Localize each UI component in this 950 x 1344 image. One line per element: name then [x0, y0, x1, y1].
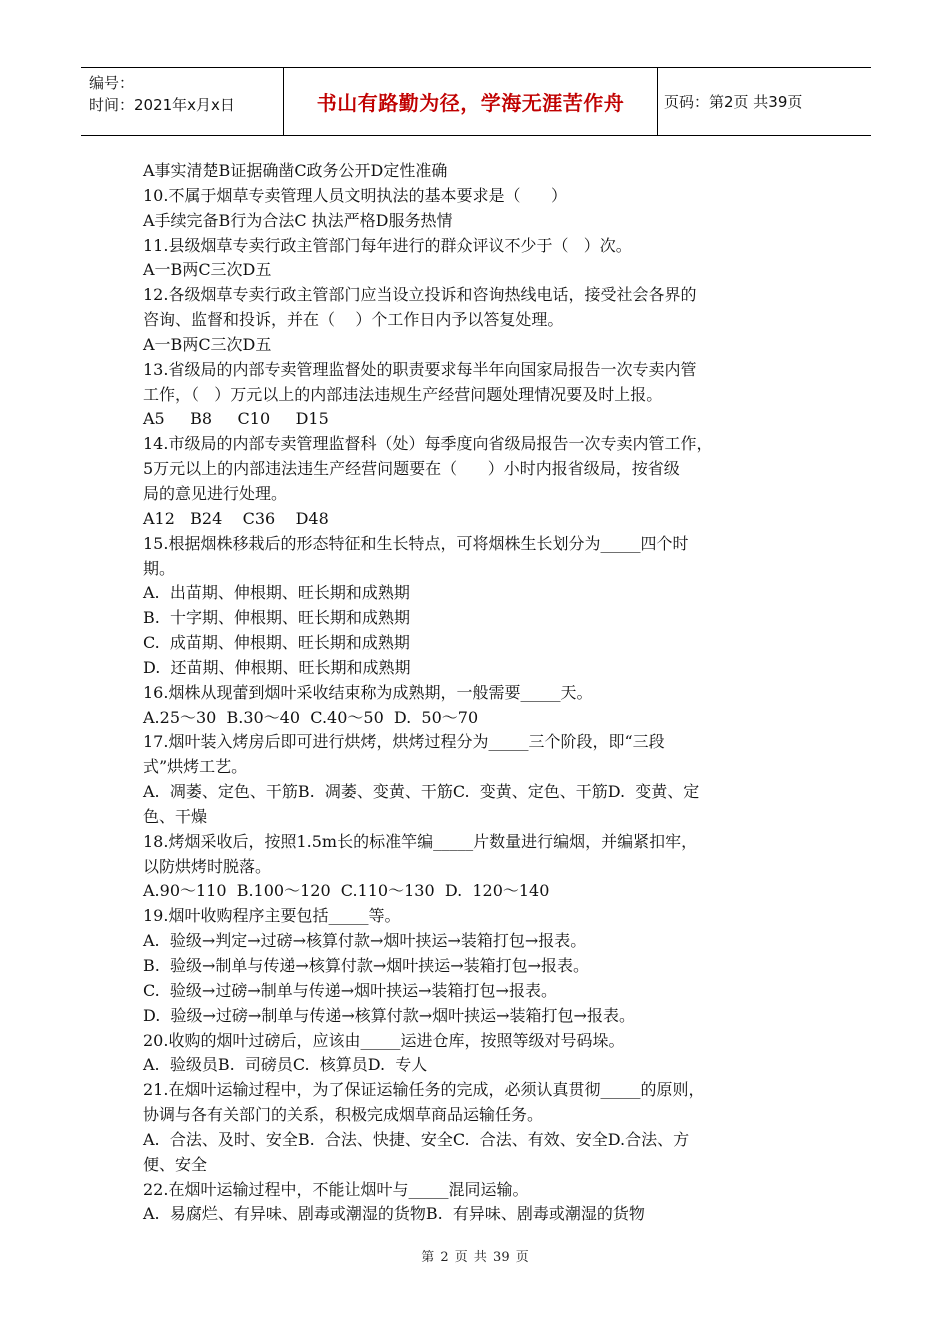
- text-line: A. 验级→判定→过磅→核算付款→烟叶挟运→装箱打包→报表。: [143, 931, 587, 951]
- text-line: 5万元以上的内部违法违生产经营问题要在（ ）小时内报省级局，按省级: [143, 459, 680, 479]
- text-line: 便、安全: [143, 1154, 208, 1174]
- text-line: A.90～110 B.100～120 C.110～130 D. 120～140: [143, 881, 550, 901]
- text-line: 12.各级烟草专卖行政主管部门应当设立投诉和咨询热线电话，接受社会各界的: [143, 285, 697, 305]
- text-line: 20.收购的烟叶过磅后，应该由_____运进仓库，按照等级对号码垛。: [143, 1030, 625, 1050]
- text-line: A手续完备B行为合法C 执法严格D服务热情: [143, 210, 453, 230]
- text-line: 期。: [143, 558, 176, 578]
- header-page-cell: [658, 68, 871, 135]
- text-line: 14.市级局的内部专卖管理监督科（处）每季度向省级局报告一次专卖内管工作，: [143, 434, 713, 454]
- text-line: 22.在烟叶运输过程中，不能让烟叶与_____混同运输。: [143, 1179, 529, 1199]
- motto-text: 书山有路勤为径，学海无涯苦作舟: [316, 91, 625, 115]
- text-line: 式”烘烤工艺。: [143, 757, 248, 777]
- text-line: A. 凋萎、定色、干筋B. 凋萎、变黄、干筋C. 变黄、定色、干筋D. 变黄、定: [143, 782, 700, 802]
- text-line: 局的意见进行处理。: [143, 483, 288, 503]
- text-line: 13.省级局的内部专卖管理监督处的职责要求每半年向国家局报告一次专卖内管: [143, 359, 697, 379]
- text-line: A事实清楚B证据确凿C政务公开D定性准确: [143, 161, 448, 180]
- number-label: 编号：: [89, 74, 135, 92]
- text-line: A一B两C三次D五: [143, 334, 272, 354]
- text-line: D. 验级→过磅→制单与传递→核算付款→烟叶挟运→装箱打包→报表。: [143, 1005, 635, 1025]
- text-line: 协调与各有关部门的关系，积极完成烟草商品运输任务。: [143, 1105, 544, 1125]
- page-footer: 第 2 页 共 39 页: [421, 1250, 529, 1265]
- text-line: A一B两C三次D五: [143, 260, 272, 280]
- text-line: 15.根据烟株移栽后的形态特征和生长特点，可将烟株生长划分为_____四个时: [143, 533, 689, 553]
- text-line: A. 出苗期、伸根期、旺长期和成熟期: [143, 583, 410, 603]
- text-line: B. 验级→制单与传递→核算付款→烟叶挟运→装箱打包→报表。: [143, 956, 590, 975]
- text-line: A5 B8 C10 D15: [143, 409, 329, 429]
- header-table: [81, 67, 871, 136]
- text-line: 19.烟叶收购程序主要包括_____等。: [143, 906, 401, 926]
- text-line: 21.在烟叶运输过程中，为了保证运输任务的完成，必须认真贯彻_____的原则，: [143, 1080, 705, 1100]
- text-line: 16.烟株从现蕾到烟叶采收结束称为成熟期，一般需要_____天。: [143, 682, 593, 702]
- text-line: 咨询、监督和投诉，并在（ ）个工作日内予以答复处理。: [143, 310, 564, 330]
- header-motto-cell: [284, 68, 658, 135]
- text-line: 10.不属于烟草专卖管理人员文明执法的基本要求是（ ）: [143, 185, 567, 205]
- document-body: [143, 159, 823, 1227]
- text-line: B. 十字期、伸根期、旺长期和成熟期: [143, 608, 411, 628]
- text-line: C. 验级→过磅→制单与传递→烟叶挟运→装箱打包→报表。: [143, 980, 557, 1000]
- text-line: 以防烘烤时脱落。: [143, 856, 272, 876]
- date-label: 时间：2021年x月x日: [89, 96, 235, 114]
- text-line: 色、干燥: [143, 806, 208, 826]
- text-line: 17.烟叶装入烤房后即可进行烘烤，烘烤过程分为_____三个阶段，即“三段: [143, 732, 665, 752]
- page-info: 页码：第2页 共39页: [664, 93, 803, 111]
- text-line: A.25～30 B.30～40 C.40～50 D. 50～70: [143, 707, 479, 727]
- text-line: D. 还苗期、伸根期、旺长期和成熟期: [143, 657, 411, 677]
- text-line: A. 易腐烂、有异味、剧毒或潮湿的货物B. 有异味、剧毒或潮湿的货物: [143, 1204, 645, 1224]
- text-line: A. 验级员B. 司磅员C. 核算员D. 专人: [143, 1055, 428, 1075]
- text-line: A12 B24 C36 D48: [143, 508, 329, 528]
- text-line: 18.烤烟采收后，按照1.5m长的标准竿编_____片数量进行编烟，并编紧扣牢，: [143, 831, 698, 851]
- text-line: C. 成苗期、伸根期、旺长期和成熟期: [143, 633, 410, 653]
- text-line: 工作，（ ）万元以上的内部违法违规生产经营问题处理情况要及时上报。: [143, 384, 663, 404]
- header-meta-cell: [81, 68, 284, 135]
- text-line: A. 合法、及时、安全B. 合法、快捷、安全C. 合法、有效、安全D.合法、方: [143, 1129, 690, 1149]
- text-line: 11.县级烟草专卖行政主管部门每年进行的群众评议不少于（ ）次。: [143, 235, 632, 255]
